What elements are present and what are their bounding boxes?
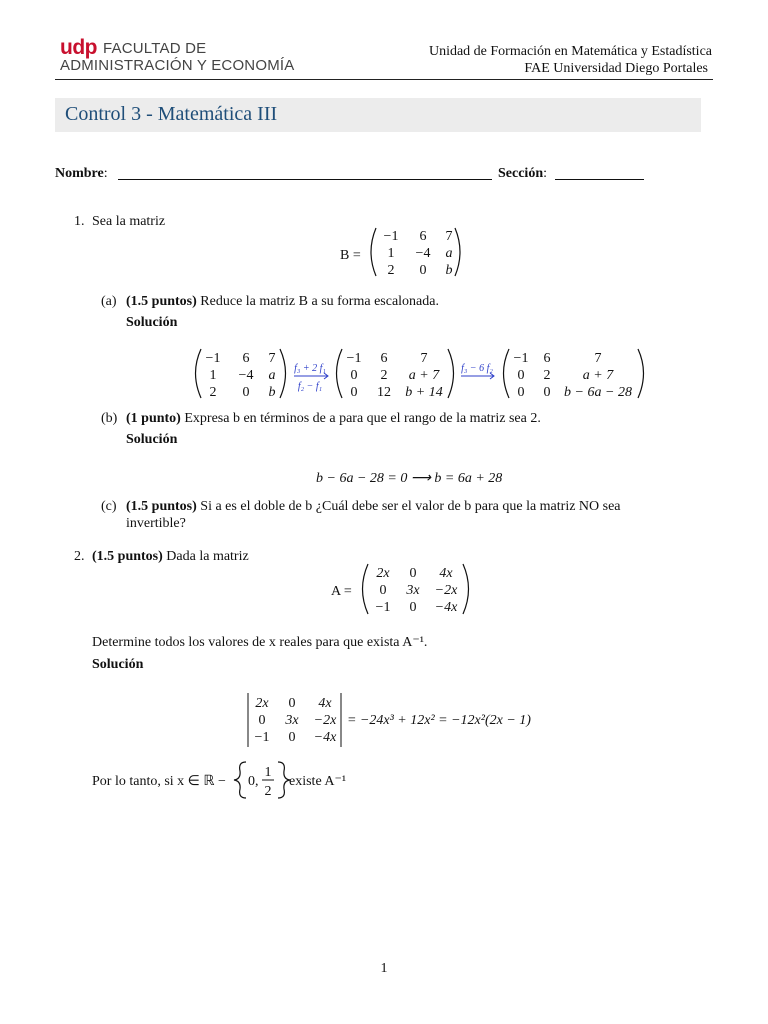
q2-prompt: Determine todos los valores de x reales para que exista A⁻¹.: [92, 635, 428, 650]
matrix-cell: a + 7: [408, 368, 440, 383]
det-cell: 4x: [318, 696, 332, 711]
page-number: 1: [380, 961, 388, 976]
matrix-cell: 0: [419, 263, 427, 278]
q2-solution-label: Solución: [92, 657, 144, 672]
q1-number: 1.: [74, 214, 85, 229]
matrix-cell: 7: [420, 351, 428, 366]
det-cell: 0: [258, 713, 266, 728]
matrix-cell: b − 6a − 28: [564, 385, 632, 400]
q1-lhs: B =: [340, 248, 361, 263]
matrix-cell: 0: [517, 368, 525, 383]
frac-denominator: 2: [264, 784, 272, 799]
matrix-cell: −4: [415, 246, 431, 261]
matrix-cell: −1: [346, 351, 362, 366]
det-cell: 3x: [285, 713, 299, 728]
matrix-cell: 12: [377, 385, 391, 400]
det-cell: 0: [288, 696, 296, 711]
matrix-cell: 0: [379, 583, 387, 598]
matrix-cell: 1: [209, 368, 217, 383]
set-zero: 0,: [248, 774, 259, 789]
header-university: FAE Universidad Diego Portales: [524, 61, 708, 76]
matrix-cell: b + 14: [405, 385, 443, 400]
matrix-cell: 0: [409, 600, 417, 615]
q1b-equation: b − 6a − 28 = 0 ⟶ b = 6a + 28: [316, 471, 503, 486]
matrix-cell: a: [445, 246, 453, 261]
matrix-cell: 7: [594, 351, 602, 366]
q1a-label: (a): [101, 294, 117, 309]
det-cell: −1: [254, 730, 270, 745]
det-result: = −24x³ + 12x² = −12x²(2x − 1): [347, 713, 531, 728]
matrix-cell: 6: [380, 351, 388, 366]
matrix-cell: b: [445, 263, 453, 278]
matrix-cell: −1: [375, 600, 391, 615]
conclusion-post: existe A⁻¹: [289, 774, 347, 789]
matrix-cell: 6: [543, 351, 551, 366]
matrix-cell: a + 7: [582, 368, 614, 383]
name-colon: :: [103, 166, 108, 181]
matrix-cell: −4x: [434, 600, 458, 615]
matrix-cell: a: [268, 368, 276, 383]
matrix-cell: 7: [445, 229, 453, 244]
page-title: Control 3 - Matemática III: [65, 103, 278, 125]
row-op-label: f₃ + 2 f₁: [294, 363, 326, 374]
udp-logo: udp: [60, 36, 97, 59]
q1b-label: (b): [101, 411, 118, 426]
matrix-cell: 2: [387, 263, 395, 278]
q2-intro: Dada la matriz: [166, 549, 249, 564]
matrix-cell: −4: [238, 368, 254, 383]
matrix-cell: 0: [543, 385, 551, 400]
det-cell: 2x: [255, 696, 269, 711]
matrix-cell: 6: [242, 351, 250, 366]
frac-numerator: 1: [264, 765, 272, 780]
matrix-cell: 0: [350, 385, 358, 400]
q1a-text: Reduce la matriz B a su forma escalonada.: [200, 294, 439, 309]
q1-intro: Sea la matriz: [92, 214, 166, 229]
name-label: Nombre: [55, 166, 104, 181]
q1b-solution-label: Solución: [126, 432, 178, 447]
matrix-cell: 2x: [376, 566, 390, 581]
matrix-cell: 6: [419, 229, 427, 244]
matrix-cell: 7: [268, 351, 276, 366]
det-cell: −4x: [313, 730, 337, 745]
row-op-label: f₂ − f₁: [297, 381, 323, 392]
matrix-cell: 4x: [439, 566, 453, 581]
section-label: Sección: [498, 166, 544, 181]
matrix-cell: −1: [513, 351, 529, 366]
q1c-points: (1.5 puntos): [126, 499, 197, 514]
conclusion-pre: Por lo tanto, si x ∈ ℝ −: [92, 774, 226, 789]
q1a-points: (1.5 puntos): [126, 294, 197, 309]
matrix-cell: −2x: [434, 583, 458, 598]
q1c-label: (c): [101, 499, 117, 514]
matrix-cell: 0: [242, 385, 250, 400]
q2-points: (1.5 puntos): [92, 549, 163, 564]
det-cell: −2x: [313, 713, 337, 728]
left-brace: [234, 762, 246, 798]
det-cell: 0: [288, 730, 296, 745]
matrix-cell: 0: [409, 566, 417, 581]
faculty-name-line1: FACULTAD DE: [103, 40, 207, 57]
matrix-cell: 0: [350, 368, 358, 383]
matrix-cell: −1: [383, 229, 399, 244]
matrix-cell: 0: [517, 385, 525, 400]
matrix-cell: 3x: [406, 583, 420, 598]
faculty-name-line2: ADMINISTRACIÓN Y ECONOMÍA: [60, 57, 295, 74]
header-unit: Unidad de Formación en Matemática y Estadística: [428, 44, 712, 59]
q1b-text: Expresa b en términos de a para que el rango de la matriz sea 2.: [184, 411, 541, 426]
q1b-points: (1 punto): [126, 411, 181, 426]
matrix-cell: b: [268, 385, 276, 400]
matrix-cell: −1: [205, 351, 221, 366]
q1a-solution-label: Solución: [126, 315, 178, 330]
q2-number: 2.: [74, 549, 85, 564]
q2-lhs: A =: [331, 584, 352, 599]
matrix-cell: 1: [387, 246, 395, 261]
q1c-text-2: invertible?: [126, 516, 186, 531]
matrix-cell: 2: [209, 385, 217, 400]
section-colon: :: [543, 166, 547, 181]
q1c-text-1: Si a es el doble de b ¿Cuál debe ser el valor de b para que la matriz NO sea: [200, 499, 621, 514]
row-op-label: f₃ − 6 f₂: [461, 363, 493, 374]
matrix-cell: 2: [543, 368, 551, 383]
matrix-cell: 2: [380, 368, 388, 383]
